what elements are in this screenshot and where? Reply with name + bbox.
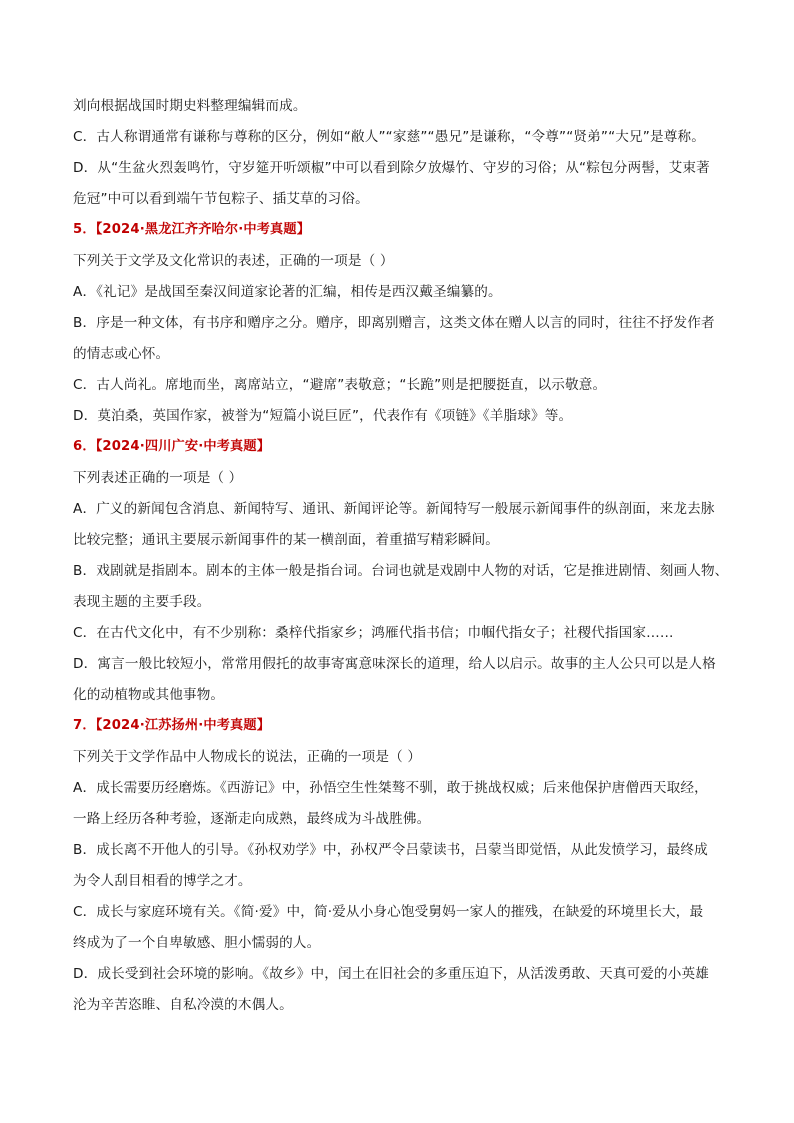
question-5-header: 5．【2024·黑龙江齐齐哈尔·中考真题】 bbox=[73, 222, 311, 237]
question-6-header: 6．【2024·四川广安·中考真题】 bbox=[73, 439, 271, 454]
option-line: C．在古代文化中，有不少别称：桑梓代指家乡；鸿雁代指书信；巾帼代指女子；社稷代指国家…… bbox=[73, 625, 674, 641]
option-line: 的情志或心怀。 bbox=[73, 346, 170, 362]
option-line: 终成为了一个自卑敏感、胆小懦弱的人。 bbox=[73, 935, 321, 951]
question-6-stem: 下列表述正确的一项是（ ） bbox=[73, 470, 243, 486]
option-line: 一路上经历各种考验，逐渐走向成熟，最终成为斗战胜佛。 bbox=[73, 811, 431, 827]
option-line: D．成长受到社会环境的影响。《故乡》中，闰土在旧社会的多重压迫下，从活泼勇敢、天真可爱的小英雄 bbox=[73, 966, 710, 982]
option-line: 比较完整；通讯主要展示新闻事件的某一横剖面，着重描写精彩瞬间。 bbox=[73, 532, 500, 548]
option-line: C．古人尚礼。席地而坐，离席站立，“避席”表敬意；“长跪”则是把腰挺直，以示敬意。 bbox=[73, 377, 607, 393]
option-line: D．寓言一般比较短小，常常用假托的故事寄寓意味深长的道理，给人以启示。故事的主人公只可以是人格 bbox=[73, 656, 716, 672]
option-line: A．成长需要历经磨炼。《西游记》中，孙悟空生性桀骜不驯，敢于挑战权威；后来他保护唐僧西天取经， bbox=[73, 780, 708, 796]
question-5-stem: 下列关于文学及文化常识的表述，正确的一项是（ ） bbox=[73, 253, 394, 269]
question-7-header: 7．【2024·江苏扬州·中考真题】 bbox=[73, 718, 271, 733]
option-line: C．成长与家庭环境有关。《简·爱》中，简·爱从小身心饱受舅妈一家人的摧残，在缺爱的环境里长大，最 bbox=[73, 904, 704, 920]
option-line: 化的动植物或其他事物。 bbox=[73, 687, 225, 703]
option-line: 为令人刮目相看的博学之才。 bbox=[73, 873, 252, 889]
question-7-stem: 下列关于文学作品中人物成长的说法，正确的一项是（ ） bbox=[73, 749, 422, 765]
option-c-line: C．古人称谓通常有谦称与尊称的区分，例如“敝人”“家慈”“愚兄”是谦称，“令尊”“贤弟”“大兄”是尊称。 bbox=[73, 129, 705, 145]
option-line: A．《礼记》是战国至秦汉间道家论著的汇编，相传是西汉戴圣编纂的。 bbox=[73, 284, 502, 300]
document-page bbox=[73, 96, 733, 1026]
option-line: B．成长离不开他人的引导。《孙权劝学》中，孙权严令吕蒙读书，吕蒙当即觉悟，从此发愤学习，最终成 bbox=[73, 842, 708, 858]
option-line: 沦为辛苦恣睢、自私冷漠的木偶人。 bbox=[73, 997, 293, 1013]
option-line: 表现主题的主要手段。 bbox=[73, 594, 211, 610]
option-line: D．莫泊桑，英国作家，被誉为“短篇小说巨匠”，代表作有《项链》《羊脂球》等。 bbox=[73, 408, 573, 424]
option-line: B．戏剧就是指剧本。剧本的主体一般是指台词。台词也就是戏剧中人物的对话，它是推进剧情、刻画人物、 bbox=[73, 563, 729, 579]
option-line: B．序是一种文体，有书序和赠序之分。赠序，即离别赠言，这类文体在赠人以言的同时，往往不抒发作者 bbox=[73, 315, 715, 331]
continuation-line: 刘向根据战国时期史料整理编辑而成。 bbox=[73, 98, 307, 114]
option-d-line: 危冠”中可以看到端午节包粽子、插艾草的习俗。 bbox=[73, 191, 369, 207]
option-line: A．广义的新闻包含消息、新闻特写、通讯、新闻评论等。新闻特写一般展示新闻事件的纵剖面，来龙去脉 bbox=[73, 501, 715, 517]
option-d-line: D．从“生盆火烈轰鸣竹，守岁筵开听颂椒”中可以看到除夕放爆竹、守岁的习俗；从“粽包分两髻，艾束著 bbox=[73, 160, 710, 176]
